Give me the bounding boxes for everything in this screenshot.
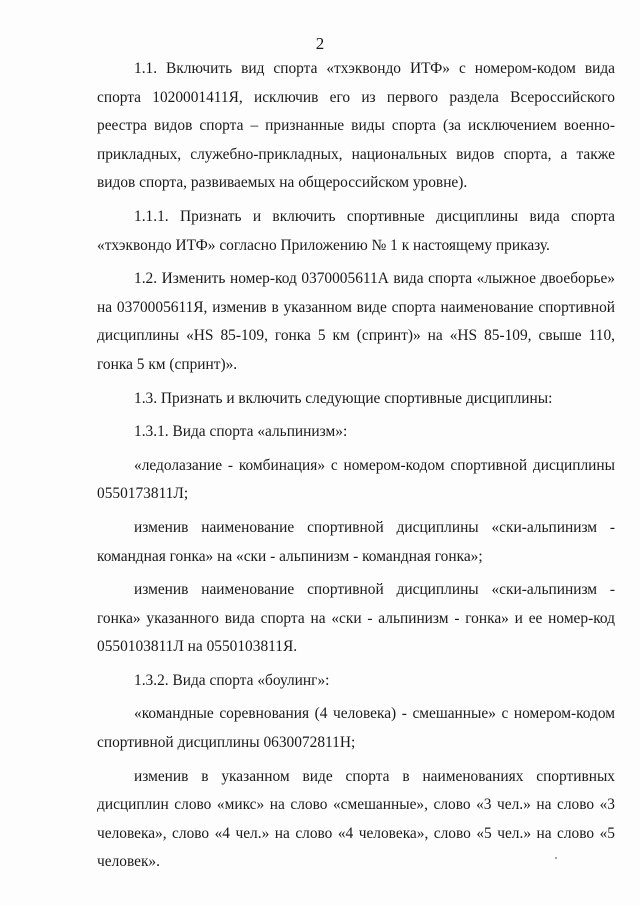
scan-speck bbox=[555, 857, 557, 859]
paragraph-alpinism-ice-climbing: «ледолазание - комбинация» с номером-кодом спортивной дисциплины 0550173811Л; bbox=[97, 456, 615, 503]
paragraph-bowling-team: «командные соревнования (4 человека) - смешанные» с номером-кодом спортивной дисциплины 0630072811Н; bbox=[97, 705, 615, 752]
paragraph-alpinism-team-race: изменив наименование спортивной дисциплины «ски-альпинизм - командная гонка» на «ски - альпинизм - командная гонка»; bbox=[97, 518, 615, 565]
page-number: 2 bbox=[315, 34, 325, 53]
paragraph-1-2: 1.2. Изменить номер-код 0370005611А вида спорта «лыжное двоеборье» на 0370005611Я, изменив в указанном виде спорта наименование спортивной дисциплины «HS 85-109, гонка 5 км (спринт)» на «HS 85-109, свыше 110, гонка 5 км (спринт)». bbox=[97, 270, 615, 373]
paragraph-bowling-rename: изменив в указанном виде спорта в наименованиях спортивных дисциплин слово «микс» на слово «смешанные», слово «3 чел.» на слово «3 человека», слово «4 чел.» на слово «4 человека», слово «5 чел.» на слово «5 человек». bbox=[97, 767, 615, 871]
paragraph-alpinism-race: изменив наименование спортивной дисциплины «ски-альпинизм - гонка» указанного вида спорта на «ски - альпинизм - гонка» и ее номер-код 0550103811Л на 0550103811Я. bbox=[97, 581, 615, 656]
document-body bbox=[97, 55, 615, 882]
paragraph-1-3-1: 1.3.1. Вида спорта «альпинизм»: bbox=[134, 423, 348, 441]
paragraph-1-1: 1.1. Включить вид спорта «тхэквондо ИТФ» с номером-кодом вида спорта 1020001411Я, исключив его из первого раздела Всероссийского реестра видов спорта – признанные виды спорта (за исключением военно-прикладных, служебно-прикладных, национальных видов спорта, а также видов спорта, развиваемых на общероссийском уровне). bbox=[97, 60, 615, 192]
paragraph-1-3: 1.3. Признать и включить следующие спортивные дисциплины: bbox=[134, 389, 553, 407]
paragraph-1-3-2: 1.3.2. Вида спорта «боулинг»: bbox=[134, 671, 330, 689]
paragraph-1-1-1: 1.1.1. Признать и включить спортивные дисциплины вида спорта «тхэквондо ИТФ» согласно Приложению № 1 к настоящему приказу. bbox=[97, 207, 615, 254]
